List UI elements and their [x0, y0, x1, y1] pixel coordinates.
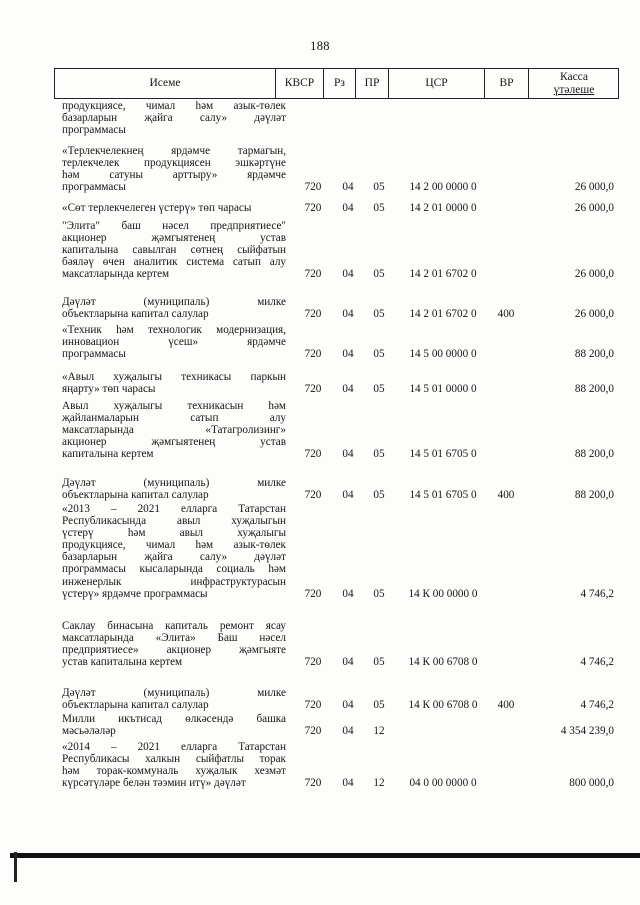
row-name: [62, 687, 286, 711]
header-rz: Рз: [323, 69, 355, 98]
cell-kvsr: 720: [304, 181, 322, 194]
row-name-line: объектларына капитал салулар: [62, 308, 209, 321]
cell-kvsr: 720: [304, 587, 322, 600]
row-name-line: Дәүләт (муниципаль) милке: [62, 296, 286, 308]
cell-rz: 04: [342, 587, 354, 600]
cell-csr: 14 5 01 6705 0: [409, 448, 477, 461]
cell-rz: 04: [342, 268, 354, 281]
row-name-line: яңарту» төп чарасы: [62, 383, 156, 396]
row-name-line: программасы: [62, 348, 126, 361]
row-name-line: продукциясе, чимал һәм азык-төлек: [62, 100, 286, 112]
row-name: [62, 503, 286, 600]
cell-vr: 400: [497, 489, 515, 502]
row-name-line: максатларында «Элита» Баш нәсел: [62, 632, 286, 645]
row-name-line: "Элита" баш нәсел предприятиесе": [62, 220, 286, 232]
cell-kassa: 4 746,2: [580, 656, 614, 669]
cell-kassa: 4 746,2: [580, 587, 614, 600]
row-name-line: устав капиталына кертем: [62, 656, 183, 669]
row-name-line: терлекчелек продукциясен эшкәртүне: [62, 157, 286, 170]
row-name-line: Саклау бинасына капиталь ремонт ясау: [62, 620, 286, 632]
header-kassa-line1: Касса: [559, 71, 589, 84]
header-pr: ПР: [355, 69, 388, 98]
row-name-line: Дәүләт (муниципаль) милке: [62, 477, 286, 489]
row-name-line: предприятиесе» акционер җәмгыяте: [62, 644, 286, 657]
row-name: [62, 100, 286, 136]
cell-kvsr: 720: [304, 268, 322, 281]
row-name-line: программасы кысаларында социаль һәм: [62, 563, 286, 576]
row-name-line: программасы: [62, 181, 126, 194]
cell-kvsr: 720: [304, 656, 322, 669]
cell-kvsr: 720: [304, 308, 322, 321]
row-name-line: акционер җәмгыятенең устав: [62, 436, 286, 449]
row-name: [62, 145, 286, 193]
row-name-line: Республикасы халкын сыйфатлы торак: [62, 753, 286, 766]
cell-kvsr: 720: [304, 448, 322, 461]
header-csr: ЦСР: [388, 69, 484, 98]
cell-csr: 14 2 01 0000 0: [409, 202, 477, 214]
row-name-line: һәм торак-коммуналь хуҗалык хезмәт: [62, 765, 286, 778]
cell-csr: 14 К 00 0000 0: [408, 587, 478, 600]
cell-rz: 04: [342, 448, 354, 461]
cell-kvsr: 720: [304, 725, 322, 738]
cell-kassa: 88 200,0: [574, 348, 614, 361]
page-left-mark: [14, 852, 17, 882]
row-name-line: җайланмаларын сатып алу: [62, 412, 286, 425]
row-name-line: «2014 – 2021 елларга Татарстан: [62, 741, 286, 753]
row-name-line: объектларына капитал салулар: [62, 489, 209, 502]
row-name-line: Авыл хуҗалыгы техникасын һәм: [62, 400, 286, 412]
row-name-line: Дәүләт (муниципаль) милке: [62, 687, 286, 699]
row-name-line: күрсәтүләре белән тәэмин итү» дәүләт: [62, 777, 246, 790]
cell-csr: 14 5 01 0000 0: [409, 383, 477, 396]
cell-csr: 14 К 00 6708 0: [408, 699, 478, 712]
cell-kassa: 26 000,0: [574, 181, 614, 194]
row-name: [62, 220, 286, 280]
cell-kassa: 800 000,0: [569, 777, 614, 790]
cell-kvsr: 720: [304, 699, 322, 712]
cell-pr: 12: [373, 777, 385, 790]
cell-pr: 05: [373, 181, 385, 194]
cell-pr: 05: [373, 656, 385, 669]
row-name: [62, 371, 286, 395]
row-name-line: капиталына савылган сөтнең сыйфатын: [62, 244, 286, 257]
table-header: [54, 68, 619, 99]
cell-kvsr: 720: [304, 489, 322, 502]
row-name-line: базарларын җайга салу» дәүләт: [62, 551, 286, 564]
cell-kassa: 88 200,0: [574, 383, 614, 396]
cell-rz: 04: [342, 181, 354, 194]
cell-rz: 04: [342, 308, 354, 321]
row-name-line: Республикасында авыл хуҗалыгын: [62, 515, 286, 528]
row-name-line: үстерү» ярдәмче программасы: [62, 587, 208, 600]
cell-csr: 14 2 01 6702 0: [409, 268, 477, 281]
cell-pr: 05: [373, 202, 385, 214]
page-number: 188: [310, 39, 330, 53]
cell-rz: 04: [342, 656, 354, 669]
page-bottom-edge: [10, 853, 640, 858]
cell-pr: 05: [373, 448, 385, 461]
cell-csr: 14 К 00 6708 0: [408, 656, 478, 669]
cell-kvsr: 720: [304, 348, 322, 361]
row-name: [62, 296, 286, 320]
cell-rz: 04: [342, 383, 354, 396]
cell-csr: 14 2 00 0000 0: [409, 181, 477, 194]
cell-kassa: 4 354 239,0: [560, 725, 614, 738]
header-name: Исеме: [149, 77, 181, 90]
row-name-line: продукциясе, чимал һәм азык-төлек: [62, 539, 286, 552]
cell-vr: 400: [497, 308, 515, 321]
row-name: [62, 741, 286, 789]
cell-kassa: 26 000,0: [574, 308, 614, 321]
header-vr: ВР: [484, 69, 528, 98]
row-name-line: базарларын җайга салу» дәүләт: [62, 112, 286, 125]
row-name-line: һәм сатуны арттыру» ярдәмче: [62, 169, 286, 182]
cell-pr: 05: [373, 308, 385, 321]
cell-kassa: 26 000,0: [574, 268, 614, 281]
cell-pr: 12: [373, 725, 385, 738]
row-name-line: «Авыл хуҗалыгы техникасы паркын: [62, 371, 286, 383]
cell-rz: 04: [342, 725, 354, 738]
cell-rz: 04: [342, 777, 354, 790]
cell-pr: 05: [373, 268, 385, 281]
header-kassa: [528, 69, 619, 98]
row-name-line: «Терлекчелекнең ярдәмче тармагын,: [62, 145, 286, 157]
cell-rz: 04: [342, 699, 354, 712]
cell-csr: 14 5 00 0000 0: [409, 348, 477, 361]
cell-kassa: 88 200,0: [574, 489, 614, 502]
cell-pr: 05: [373, 348, 385, 361]
row-name-line: объектларына капитал салулар: [62, 699, 209, 712]
cell-csr: 14 2 01 6702 0: [409, 308, 477, 321]
cell-kvsr: 720: [304, 777, 322, 790]
row-name-line: Милли икътисад өлкәсендә башка: [62, 713, 286, 725]
row-name-line: максатларында кертем: [62, 268, 170, 281]
cell-kvsr: 720: [304, 383, 322, 396]
cell-rz: 04: [342, 348, 354, 361]
row-name-line: капиталына кертем: [62, 448, 154, 461]
cell-vr: 400: [497, 699, 515, 712]
cell-rz: 04: [342, 489, 354, 502]
row-name-line: программасы: [62, 124, 126, 137]
cell-csr: 04 0 00 0000 0: [409, 777, 477, 790]
row-name-line: акционер җәмгыятенең устав: [62, 232, 286, 245]
row-name: [62, 713, 286, 737]
row-name: [62, 324, 286, 360]
row-name-line: үстерү һәм авыл хуҗалыгы: [62, 527, 286, 540]
row-name-line: бәяләү өчен аналитик система сатып алу: [62, 256, 286, 269]
header-kvsr: КВСР: [275, 69, 323, 98]
cell-kassa: 88 200,0: [574, 448, 614, 461]
row-name-line: «Техник һәм технологик модернизация,: [62, 324, 286, 336]
cell-pr: 05: [373, 699, 385, 712]
cell-rz: 04: [342, 202, 354, 214]
cell-pr: 05: [373, 383, 385, 396]
cell-kassa: 4 746,2: [580, 699, 614, 712]
row-name: [62, 202, 286, 214]
row-name: [62, 400, 286, 460]
cell-pr: 05: [373, 489, 385, 502]
row-name: [62, 620, 286, 668]
cell-kvsr: 720: [304, 202, 322, 214]
row-name-line: инновацион үсеш» ярдәмче: [62, 336, 286, 349]
row-name-line: «2013 – 2021 елларга Татарстан: [62, 503, 286, 515]
cell-csr: 14 5 01 6705 0: [409, 489, 477, 502]
row-name-line: инженерлык инфраструктурасын: [62, 575, 286, 588]
cell-kassa: 26 000,0: [574, 202, 614, 214]
row-name: [62, 477, 286, 501]
header-kassa-line2: үтәлеше: [553, 83, 595, 96]
row-name-line: мәсьәләләр: [62, 725, 116, 738]
row-name-line: «Сөт терлекчелеген үстерү» төп чарасы: [62, 202, 252, 214]
row-name-line: максатларында «Татагролизинг»: [62, 424, 286, 437]
cell-pr: 05: [373, 587, 385, 600]
